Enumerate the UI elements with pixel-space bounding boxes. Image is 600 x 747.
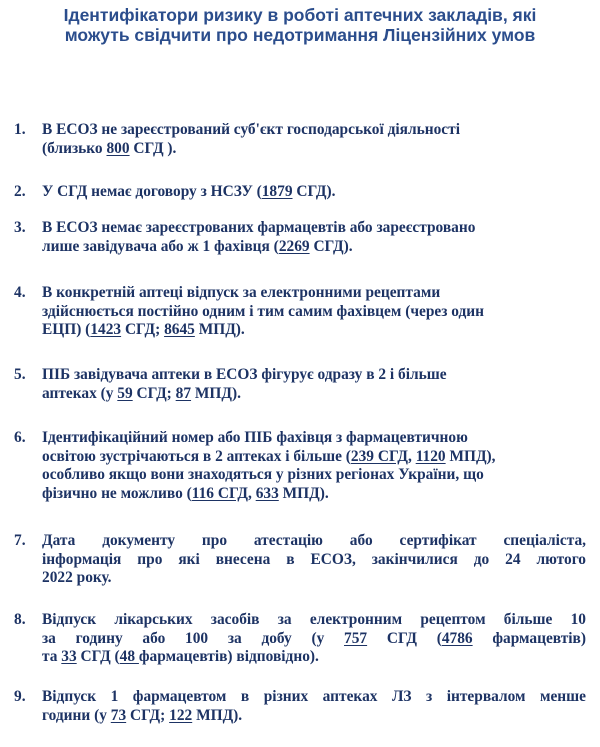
text-segment: СГД; <box>126 706 170 724</box>
text-segment: ПІБ завідувача аптеки в ЕСОЗ фігурує одразу в 2 і більше <box>42 366 447 383</box>
text-line <box>42 648 586 667</box>
text-segment: МПД). <box>278 484 329 502</box>
underlined-figure: 800 <box>106 139 130 157</box>
list-item-number: 6. <box>14 429 26 446</box>
list-item-number: 9. <box>14 688 26 705</box>
text-line <box>42 140 586 159</box>
list-item-number: 2. <box>14 183 26 200</box>
underlined-figure: 8645 <box>164 321 195 339</box>
text-segment: СГД; <box>132 384 176 402</box>
list-item <box>10 532 586 588</box>
underlined-figure: 633 <box>255 484 279 502</box>
underlined-figure: 1423 <box>90 321 122 339</box>
underlined-figure: 1120 <box>415 447 446 465</box>
text-line <box>42 183 586 202</box>
text-segment: МПД). <box>192 706 243 724</box>
text-line <box>42 688 586 707</box>
text-line <box>42 121 586 140</box>
list-item-text <box>42 611 586 667</box>
text-segment: Дата документу про атестацію або сертифікат спеціаліста, <box>42 532 586 549</box>
text-line <box>42 366 586 385</box>
underlined-figure: 757 <box>344 629 368 647</box>
text-segment: години (у <box>42 706 111 724</box>
text-segment: СГД). <box>292 183 336 200</box>
underlined-figure: 87 <box>175 384 192 402</box>
text-line <box>42 321 586 340</box>
text-segment: МПД). <box>194 321 245 339</box>
underlined-figure: 59 <box>117 384 133 402</box>
text-line <box>42 238 586 257</box>
list-item-number: 1. <box>14 121 26 138</box>
text-segment: інформація про які внесена в ЕСОЗ, закінчилися до 24 лютого <box>42 550 586 568</box>
text-line <box>42 303 586 322</box>
list-item-text <box>42 284 586 340</box>
text-line <box>42 532 586 551</box>
text-segment: СГД ( <box>367 629 442 647</box>
list-item-number: 4. <box>14 284 26 301</box>
text-segment: В ЕСОЗ не зареєстрований суб'єкт господарської діяльності <box>42 121 460 138</box>
text-line <box>42 466 586 485</box>
underlined-figure: 2269 <box>278 237 310 255</box>
text-line <box>42 284 586 303</box>
text-line <box>42 551 586 570</box>
list-item-text <box>42 429 586 503</box>
list-item <box>10 183 586 202</box>
underlined-figure: 239 СГД <box>350 447 408 465</box>
text-segment: (близько <box>42 139 107 157</box>
text-segment: та <box>42 648 62 666</box>
underlined-figure: 4786 <box>441 629 473 647</box>
text-segment: фармацевтів) <box>472 629 586 647</box>
list-item <box>10 429 586 503</box>
text-segment: ЕЦП) ( <box>42 321 91 339</box>
list-item-text <box>42 688 586 725</box>
text-line <box>42 707 586 726</box>
text-segment: , <box>407 447 416 465</box>
text-segment: за годину або 100 за добу (у <box>42 629 345 647</box>
underlined-figure: 122 <box>169 706 193 724</box>
text-segment: Ідентифікаційний номер або ПІБ фахівця з фармацевтичною <box>42 429 468 446</box>
list-item-number: 8. <box>14 611 26 628</box>
list-item <box>10 284 586 340</box>
list-item <box>10 688 586 725</box>
list-item-text <box>42 121 586 158</box>
text-segment: фізично не можливо ( <box>42 484 192 502</box>
underlined-figure: 73 <box>110 706 127 724</box>
underlined-figure: 1879 <box>261 183 293 200</box>
document-title <box>20 5 580 45</box>
text-line <box>42 448 586 467</box>
text-segment: У СГД немає договору з НСЗУ ( <box>42 183 262 200</box>
underlined-figure: 48 <box>119 648 139 666</box>
text-segment: СГД ). <box>129 139 177 157</box>
text-segment: 2022 року. <box>42 569 112 587</box>
text-line <box>42 219 586 238</box>
text-line <box>42 630 586 649</box>
list-item-number: 5. <box>14 366 26 383</box>
list-item <box>10 611 586 667</box>
text-segment: МПД), <box>445 447 496 465</box>
text-line <box>42 385 586 404</box>
list-item-text <box>42 532 586 588</box>
list-item-text <box>42 219 586 256</box>
text-segment: Відпуск 1 фармацевтом в різних аптеках ЛЗ з інтервалом менше <box>42 688 586 705</box>
text-line <box>42 429 586 448</box>
list-item <box>10 366 586 403</box>
text-segment: лише завідувача або ж 1 фахівця ( <box>42 237 279 255</box>
text-segment: СГД; <box>121 321 165 339</box>
title-line-1: Ідентифікатори ризику в роботі аптечних закладів, які <box>63 5 537 25</box>
text-segment: В конкретній аптеці відпуск за електронними рецептами <box>42 284 441 301</box>
list-item-text <box>42 366 586 403</box>
text-segment: особливо якщо вони знаходяться у різних регіонах України, що <box>42 466 484 484</box>
list-item-number: 7. <box>14 532 26 549</box>
title-line-2: можуть свідчити про недотримання Ліцензійних умов <box>64 25 536 45</box>
text-segment: СГД). <box>309 237 353 255</box>
underlined-figure: 33 <box>61 648 77 666</box>
text-segment: МПД). <box>191 384 241 402</box>
text-line <box>42 569 586 588</box>
text-segment: , <box>247 484 256 502</box>
text-segment: аптеках (у <box>42 384 118 402</box>
text-segment: освітою зустрічаються в 2 аптеках і більше ( <box>42 447 351 465</box>
text-line <box>42 485 586 504</box>
list-item <box>10 121 586 158</box>
underlined-figure: 116 СГД <box>191 484 248 502</box>
text-segment: В ЕСОЗ немає зареєстрованих фармацевтів або зареєстровано <box>42 219 476 236</box>
list-item <box>10 219 586 256</box>
text-segment: Відпуск лікарських засобів за електронним рецептом більше 10 <box>42 611 586 628</box>
text-line <box>42 611 586 630</box>
text-segment: здійснюється постійно одним і тим самим фахівцем (через один <box>42 302 485 320</box>
text-segment: фармацевтів) відповідно). <box>138 648 319 666</box>
list-item-text <box>42 183 586 202</box>
text-segment: СГД ( <box>76 648 120 666</box>
list-item-number: 3. <box>14 219 26 236</box>
